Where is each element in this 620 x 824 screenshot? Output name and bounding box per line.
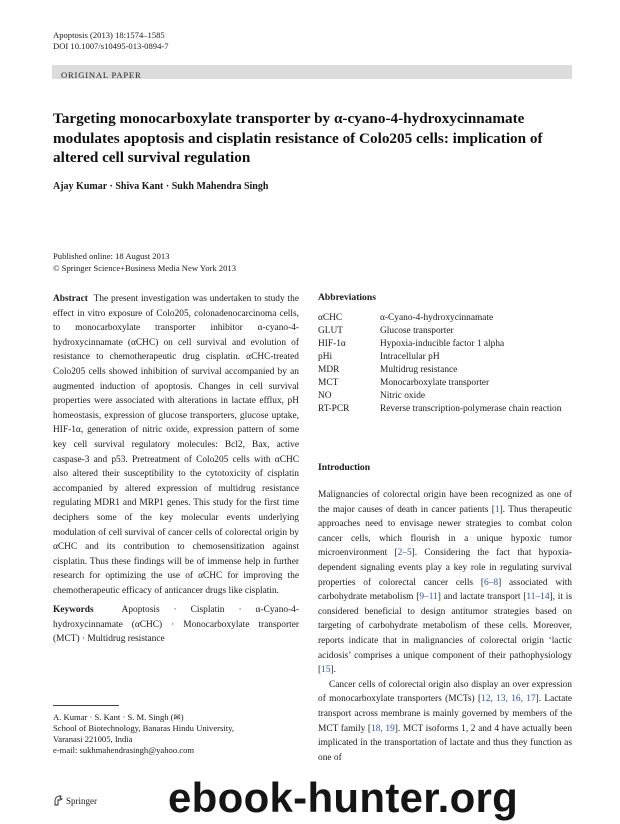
paragraph-text: ]. MCT isoforms 1, 2 and 4 have actually been implicated in the transportation of lactate and thus they function as one of xyxy=(318,723,573,763)
doi: DOI 10.1007/s10495-013-0894-7 xyxy=(53,41,169,51)
published-date: Published online: 18 August 2013 xyxy=(53,251,170,261)
abbreviation-definition: Monocarboxylate transporter xyxy=(380,378,490,388)
paragraph-text: ]. Lactate transport across membrane is mainly governed by members of the MCT family [ xyxy=(318,694,573,734)
introduction-paragraph-1 xyxy=(318,488,572,678)
paper-title: Targeting monocarboxylate transporter by α-cyano-4-hydroxycinnamate modulates apoptosis and cisplatin resistance of Colo205 cells: implication of altered cell survival regulation xyxy=(53,110,543,166)
abbreviation-definition: Glucose transporter xyxy=(380,326,454,336)
paragraph-text: Malignancies of colorectal origin have been recognized as one of the major causes of death in cancer patients [ xyxy=(318,490,572,515)
footnote-rule xyxy=(53,705,119,706)
introduction-heading: Introduction xyxy=(318,462,371,473)
keywords xyxy=(53,603,299,647)
paragraph-text: ]. Considering the fact that hypoxia-dependent signaling events play a key role in regulating survival properties of colorectal cancer cells [ xyxy=(318,548,572,588)
reference-link[interactable]: 11–14 xyxy=(526,592,550,603)
abbreviation-row xyxy=(318,377,572,390)
abbreviation-row xyxy=(318,351,572,364)
reference-link[interactable]: 9–11 xyxy=(419,592,438,603)
abbreviations-table xyxy=(318,312,572,416)
abbreviation-row xyxy=(318,364,572,377)
affiliation-names: A. Kumar · S. Kant · S. M. Singh (✉) xyxy=(53,712,184,722)
reference-link[interactable]: 1 xyxy=(494,504,500,515)
paragraph-text: ], it is considered beneficial to design antitumor strategies based on targeting of carbohydrate metabolism of these cells. Moreover, reports indicate that in malignancies of colorectal origin ‘lactic acidosis’ comprises a unique component of their pathophysiology [ xyxy=(318,592,572,676)
abstract xyxy=(53,292,299,598)
affiliation-email: e-mail: sukhmahendrasingh@yahoo.com xyxy=(53,745,195,755)
abbreviation-term: αCHC xyxy=(318,313,343,323)
keywords-text: Apoptosis · Cisplatin · α-Cyano-4-hydroxycinnamate (αCHC) · Monocarboxylate transporter (MCT) · Multidrug resistance xyxy=(53,605,299,645)
abbreviation-term: HIF-1α xyxy=(318,339,346,349)
affiliation xyxy=(53,712,299,756)
paragraph-text: ] associated with carbohydrate metabolism [ xyxy=(318,577,572,603)
reference-link[interactable]: 18, 19 xyxy=(371,723,395,734)
abbreviations-heading: Abbreviations xyxy=(318,292,376,303)
paragraph-text: ]. xyxy=(330,665,336,676)
watermark: ebook-hunter.org xyxy=(168,774,519,821)
abbreviation-row xyxy=(318,325,572,338)
abbreviation-definition: Intracellular pH xyxy=(380,352,440,362)
abbreviation-row xyxy=(318,403,572,416)
abbreviation-term: MDR xyxy=(318,365,340,375)
abbreviation-term: NO xyxy=(318,391,332,401)
section-label: ORIGINAL PAPER xyxy=(61,70,142,80)
abstract-label: Abstract xyxy=(53,294,88,304)
abbreviation-definition: Reverse transcription-polymerase chain reaction xyxy=(380,404,562,414)
paragraph-text: ] and lactate transport [ xyxy=(437,592,527,603)
paragraph-text: Cancer cells of colorectal origin also display an over expression of monocarboxylate transporters (MCTs) [ xyxy=(318,679,572,705)
abbreviation-definition: Hypoxia-inducible factor 1 alpha xyxy=(380,339,505,349)
springer-wordmark: Springer xyxy=(66,795,97,806)
abbreviation-definition: α-Cyano-4-hydroxycinnamate xyxy=(380,313,494,323)
reference-link[interactable]: 15 xyxy=(321,665,331,676)
abbreviation-term: GLUT xyxy=(318,326,343,336)
section-label-band xyxy=(52,65,572,79)
introduction-paragraph-2 xyxy=(318,678,572,766)
reference-link[interactable]: 6–8 xyxy=(484,577,499,588)
abbreviation-term: RT-PCR xyxy=(318,404,350,414)
abbreviation-definition: Multidrug resistance xyxy=(380,365,458,375)
abbreviation-row xyxy=(318,338,572,351)
abbreviation-row xyxy=(318,312,572,325)
abstract-text: The present investigation was undertaken to study the effect in vitro exposure of Colo205, colonadenocarcinoma cells, to monocarboxylate transporter inhibitor α-cyano-4-hydroxycinnamate (αCHC) on cell survival and evolution of resistance to chemotherapeutic drug cisplatin. αCHC-treated Colo205 cells showed inhibition of survival accompanied by an augmented induction of apoptosis. Changes in cell survival properties were associated with alterations in lactate efflux, pH homeostasis, expression of glucose transporters, glucose uptake, HIF-1α, generation of nitric oxide, expression pattern of some key cell survival regulatory molecules: Bcl2, Bax, active caspase-3 and p53. Pretreatment of Colo205 cells with αCHC also altered their susceptibility to the cytotoxicity of cisplatin accompanied by altered expression of multidrug resistance regulating MDR1 and MRP1 genes. This study for the first time deciphers some of the key molecular events underlying modulation of cell survival of cancer cells of colorectal origin by αCHC and its contribution to chemosensitization against cisplatin. Thus these findings will be of immense help in further research for optimizing the use of αCHC for improving the chemotherapeutic efficacy of anticancer drugs like cisplatin. xyxy=(53,294,299,596)
springer-horse-icon xyxy=(53,795,63,806)
affiliation-line-1: School of Biotechnology, Banaras Hindu University, xyxy=(53,723,234,733)
affiliation-line-2: Varanasi 221005, India xyxy=(53,734,133,744)
copyright: © Springer Science+Business Media New York 2013 xyxy=(53,263,236,273)
springer-logo xyxy=(53,795,97,806)
author-list: Ajay Kumar · Shiva Kant · Sukh Mahendra Singh xyxy=(53,181,269,192)
reference-link[interactable]: 12, 13, 16, 17 xyxy=(481,694,536,705)
paragraph-text: ]. Thus therapeutic approaches need to envisage newer strategies to combat colon cancer cells, which flourish in a unique hypoxic tumor microenvironment [ xyxy=(318,504,572,559)
abbreviation-row xyxy=(318,390,572,403)
journal-citation: Apoptosis (2013) 18:1574–1585 xyxy=(53,30,165,40)
abbreviation-term: MCT xyxy=(318,378,339,388)
abbreviation-definition: Nitric oxide xyxy=(380,391,426,401)
introduction-body xyxy=(318,488,572,765)
reference-link[interactable]: 2–5 xyxy=(397,548,412,559)
abbreviation-term: pHi xyxy=(318,352,333,362)
keywords-label: Keywords xyxy=(53,605,94,615)
